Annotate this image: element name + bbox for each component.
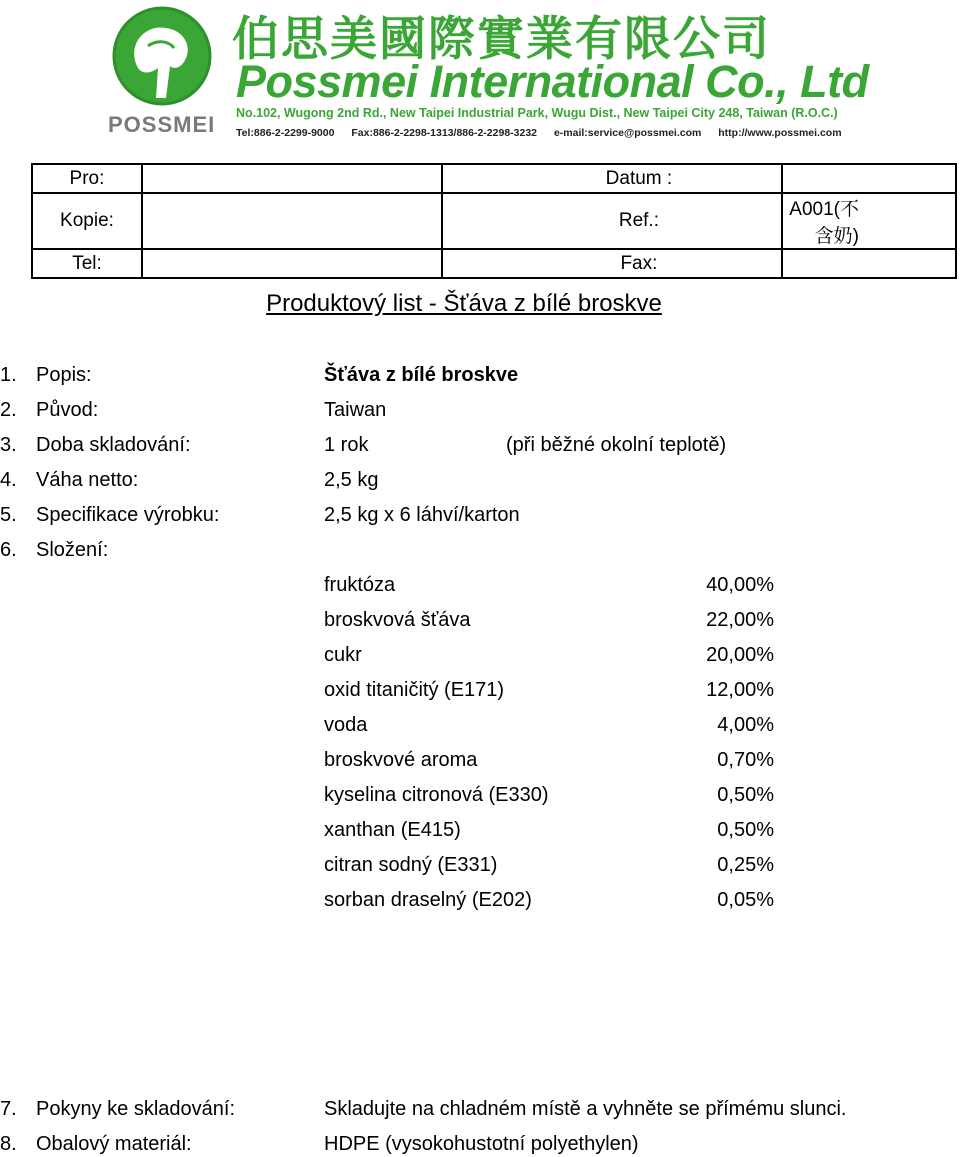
spec-value: Skladujte na chladném místě a vyhněte se přímému slunci. (324, 1098, 847, 1120)
ingredient-name: fruktóza (324, 574, 396, 596)
spec-number: 7. (0, 1098, 17, 1120)
logo-wordmark: POSSMEI (108, 112, 216, 137)
spec-value: 2,5 kg x 6 láhví/karton (324, 504, 520, 526)
ingredient-name: broskvové aroma (324, 749, 478, 771)
company-address: No.102, Wugong 2nd Rd., New Taipei Industrial Park, Wugu Dist., New Taipei City 248, Taiwan (R.O.C.) (236, 106, 838, 120)
spec-label: Doba skladování: (36, 434, 191, 456)
tel-value (142, 249, 442, 278)
document-title: Produktový list - Šťáva z bílé broskve (266, 290, 662, 317)
ingredient-name: oxid titaničitý (E171) (324, 679, 505, 701)
ingredient-name: voda (324, 714, 368, 736)
spec-number: 6. (0, 539, 17, 561)
datum-value (782, 164, 956, 193)
ingredient-name: xanthan (E415) (324, 819, 461, 841)
ingredient-percent: 0,70% (717, 749, 774, 771)
ingredient-name: sorban draselný (E202) (324, 889, 532, 911)
spec-label: Pokyny ke skladování: (36, 1098, 235, 1120)
ingredient-name: kyselina citronová (E330) (324, 784, 549, 806)
spec-number: 5. (0, 504, 17, 526)
spec-value: Taiwan (324, 399, 387, 421)
fax-value (782, 249, 956, 278)
ingredient-name: cukr (324, 644, 362, 666)
ingredient-percent: 12,00% (706, 679, 774, 701)
ingredient-percent: 0,05% (717, 889, 774, 911)
company-name-english: Possmei International Co., Ltd (236, 56, 869, 107)
ingredient-percent: 22,00% (706, 609, 774, 631)
spec-label: Původ: (36, 399, 99, 421)
ref-label: Ref.: (442, 193, 783, 249)
spec-value: 2,5 kg (324, 469, 379, 491)
spec-number: 3. (0, 434, 17, 456)
spec-number: 1. (0, 364, 17, 386)
ingredient-percent: 40,00% (706, 574, 774, 596)
ingredient-percent: 4,00% (717, 714, 774, 736)
contact-tel: Tel:886-2-2299-9000 (236, 127, 335, 139)
ingredient-percent: 0,25% (717, 854, 774, 876)
datum-label: Datum : (442, 164, 783, 193)
ingredient-percent: 20,00% (706, 644, 774, 666)
spec-value: HDPE (vysokohustotní polyethylen) (324, 1133, 639, 1155)
contact-fax: Fax:886-2-2298-1313/886-2-2298-3232 (351, 127, 538, 139)
spec-label: Obalový materiál: (36, 1133, 192, 1155)
spec-number: 8. (0, 1133, 17, 1155)
ref-value: A001(不含奶) (782, 193, 956, 249)
kopie-value (142, 193, 442, 249)
ingredient-name: citran sodný (E331) (324, 854, 498, 876)
spec-value: 1 rok (324, 434, 369, 456)
header-row-kopie (32, 193, 956, 249)
spec-label: Váha netto: (36, 469, 139, 491)
tel-label: Tel: (32, 249, 142, 278)
spec-number: 4. (0, 469, 17, 491)
company-name-chinese: 伯思美國際實業有限公司 (232, 12, 771, 67)
spec-label: Specifikace výrobku: (36, 504, 220, 526)
company-contact (236, 127, 856, 139)
kopie-label: Kopie: (32, 193, 142, 249)
ingredient-name: broskvová šťáva (324, 609, 471, 631)
header-row-pro (32, 164, 956, 193)
spec-note: (při běžné okolní teplotě) (506, 434, 727, 456)
document-header-table (31, 163, 957, 279)
header-row-tel (32, 249, 956, 278)
fax-label: Fax: (442, 249, 783, 278)
pro-value (142, 164, 442, 193)
spec-value: Šťáva z bílé broskve (324, 364, 519, 386)
spec-label: Složení: (36, 539, 109, 561)
ingredient-percent: 0,50% (717, 819, 774, 841)
ingredient-percent: 0,50% (717, 784, 774, 806)
spec-number: 2. (0, 399, 17, 421)
contact-email: e-mail:service@possmei.com (553, 127, 702, 139)
pro-label: Pro: (32, 164, 142, 193)
spec-label: Popis: (36, 364, 92, 386)
contact-web: http://www.possmei.com (718, 127, 842, 139)
